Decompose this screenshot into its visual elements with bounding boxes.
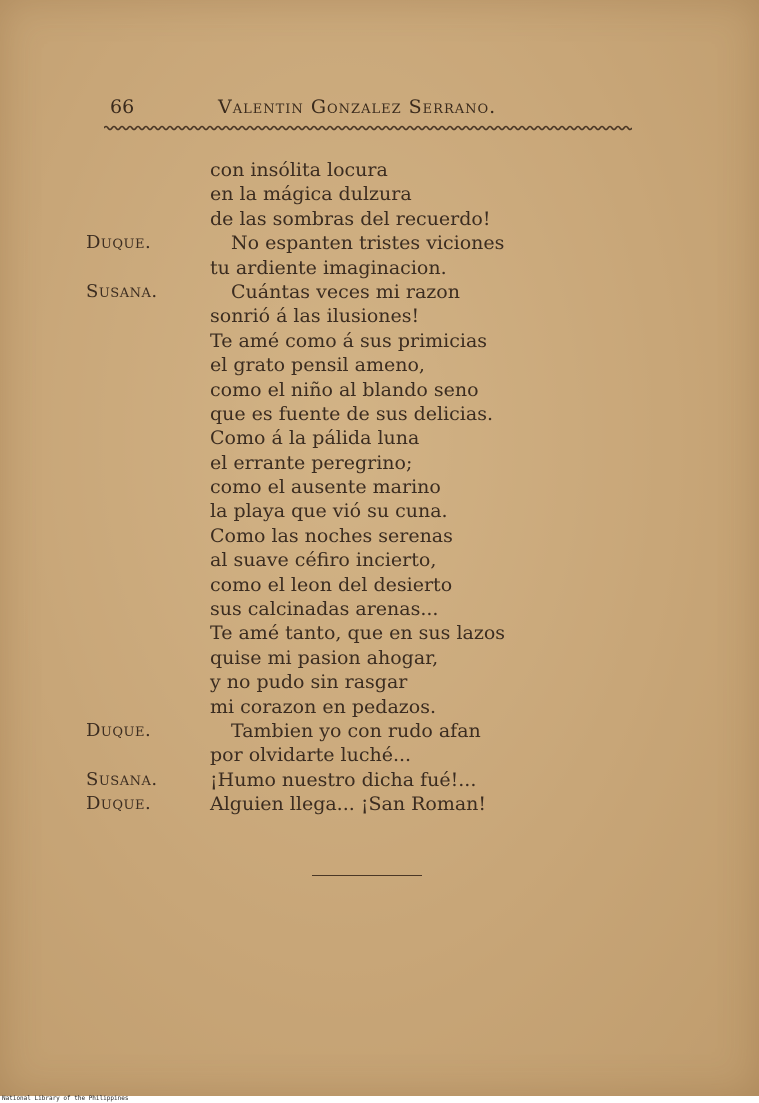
- verse-text: el grato pensil ameno,: [210, 354, 425, 377]
- verse-text: el errante peregrino;: [210, 451, 413, 474]
- verse-text: Cuántas veces mi razon: [231, 280, 460, 303]
- verse-line: [86, 597, 606, 621]
- verse-text: sonrió á las ilusiones!: [210, 305, 420, 328]
- verse-line: [86, 329, 606, 353]
- verse-text: Te amé como á sus primicias: [210, 329, 488, 352]
- verse-line: [86, 670, 606, 694]
- verse-line: [86, 475, 606, 499]
- verse-text: por olvidarte luché...: [210, 744, 412, 767]
- verse-line: [86, 792, 606, 816]
- verse-line: [86, 621, 606, 645]
- verse-line: [86, 768, 606, 792]
- verse-text: sus calcinadas arenas...: [210, 598, 439, 621]
- verse-line: [86, 207, 606, 231]
- verse-line: [86, 573, 606, 597]
- footer-strip: [0, 1096, 759, 1103]
- verse-text: No espanten tristes viciones: [231, 232, 505, 255]
- page-header: [110, 96, 630, 126]
- verse-text: tu ardiente imaginacion.: [210, 256, 447, 279]
- speaker-name: Susana.: [86, 280, 158, 302]
- verse-block: [86, 158, 606, 817]
- verse-line: [86, 646, 606, 670]
- verse-line: [86, 378, 606, 402]
- verse-text: que es fuente de sus delicias.: [210, 402, 494, 425]
- verse-text: Te amé tanto, que en sus lazos: [210, 622, 506, 645]
- verse-text: de las sombras del recuerdo!: [210, 207, 491, 230]
- verse-line: [86, 524, 606, 548]
- watermark-text: National Library of the Philippines: [2, 1095, 129, 1102]
- verse-line: [86, 695, 606, 719]
- speaker-name: Duque.: [86, 719, 152, 741]
- running-title: Valentin Gonzalez Serrano.: [218, 96, 497, 118]
- verse-line: [86, 280, 606, 304]
- header-wavy-rule: [104, 124, 632, 132]
- verse-line: [86, 499, 606, 523]
- verse-text: con insólita locura: [210, 159, 388, 181]
- verse-line: [86, 548, 606, 572]
- verse-text: quise mi pasion ahogar,: [210, 646, 439, 669]
- verse-line: [86, 158, 606, 182]
- verse-text: mi corazon en pedazos.: [210, 695, 437, 718]
- verse-line: [86, 426, 606, 450]
- verse-text: como el leon del desierto: [210, 573, 453, 596]
- verse-text: la playa que vió su cuna.: [210, 500, 448, 523]
- page-number: 66: [110, 96, 135, 118]
- verse-line: [86, 256, 606, 280]
- verse-text: y no pudo sin rasgar: [210, 671, 408, 694]
- speaker-name: Duque.: [86, 232, 152, 254]
- verse-line: [86, 304, 606, 328]
- end-rule: [312, 875, 422, 876]
- verse-text: Tambien yo con rudo afan: [231, 719, 481, 742]
- verse-text: Como las noches serenas: [210, 524, 453, 547]
- verse-text: como el ausente marino: [210, 476, 441, 499]
- speaker-name: Susana.: [86, 768, 158, 790]
- verse-text: Como á la pálida luna: [210, 427, 420, 450]
- verse-line: [86, 231, 606, 255]
- verse-line: [86, 451, 606, 475]
- verse-line: [86, 743, 606, 767]
- verse-text: como el niño al blando seno: [210, 378, 479, 401]
- speaker-name: Duque.: [86, 793, 152, 815]
- verse-text: ¡Humo nuestro dicha fué!...: [210, 768, 477, 791]
- verse-line: [86, 402, 606, 426]
- verse-text: en la mágica dulzura: [210, 183, 412, 206]
- verse-text: al suave céfiro incierto,: [210, 549, 437, 572]
- verse-line: [86, 182, 606, 206]
- verse-text: Alguien llega... ¡San Roman!: [210, 793, 487, 816]
- verse-line: [86, 353, 606, 377]
- verse-line: [86, 719, 606, 743]
